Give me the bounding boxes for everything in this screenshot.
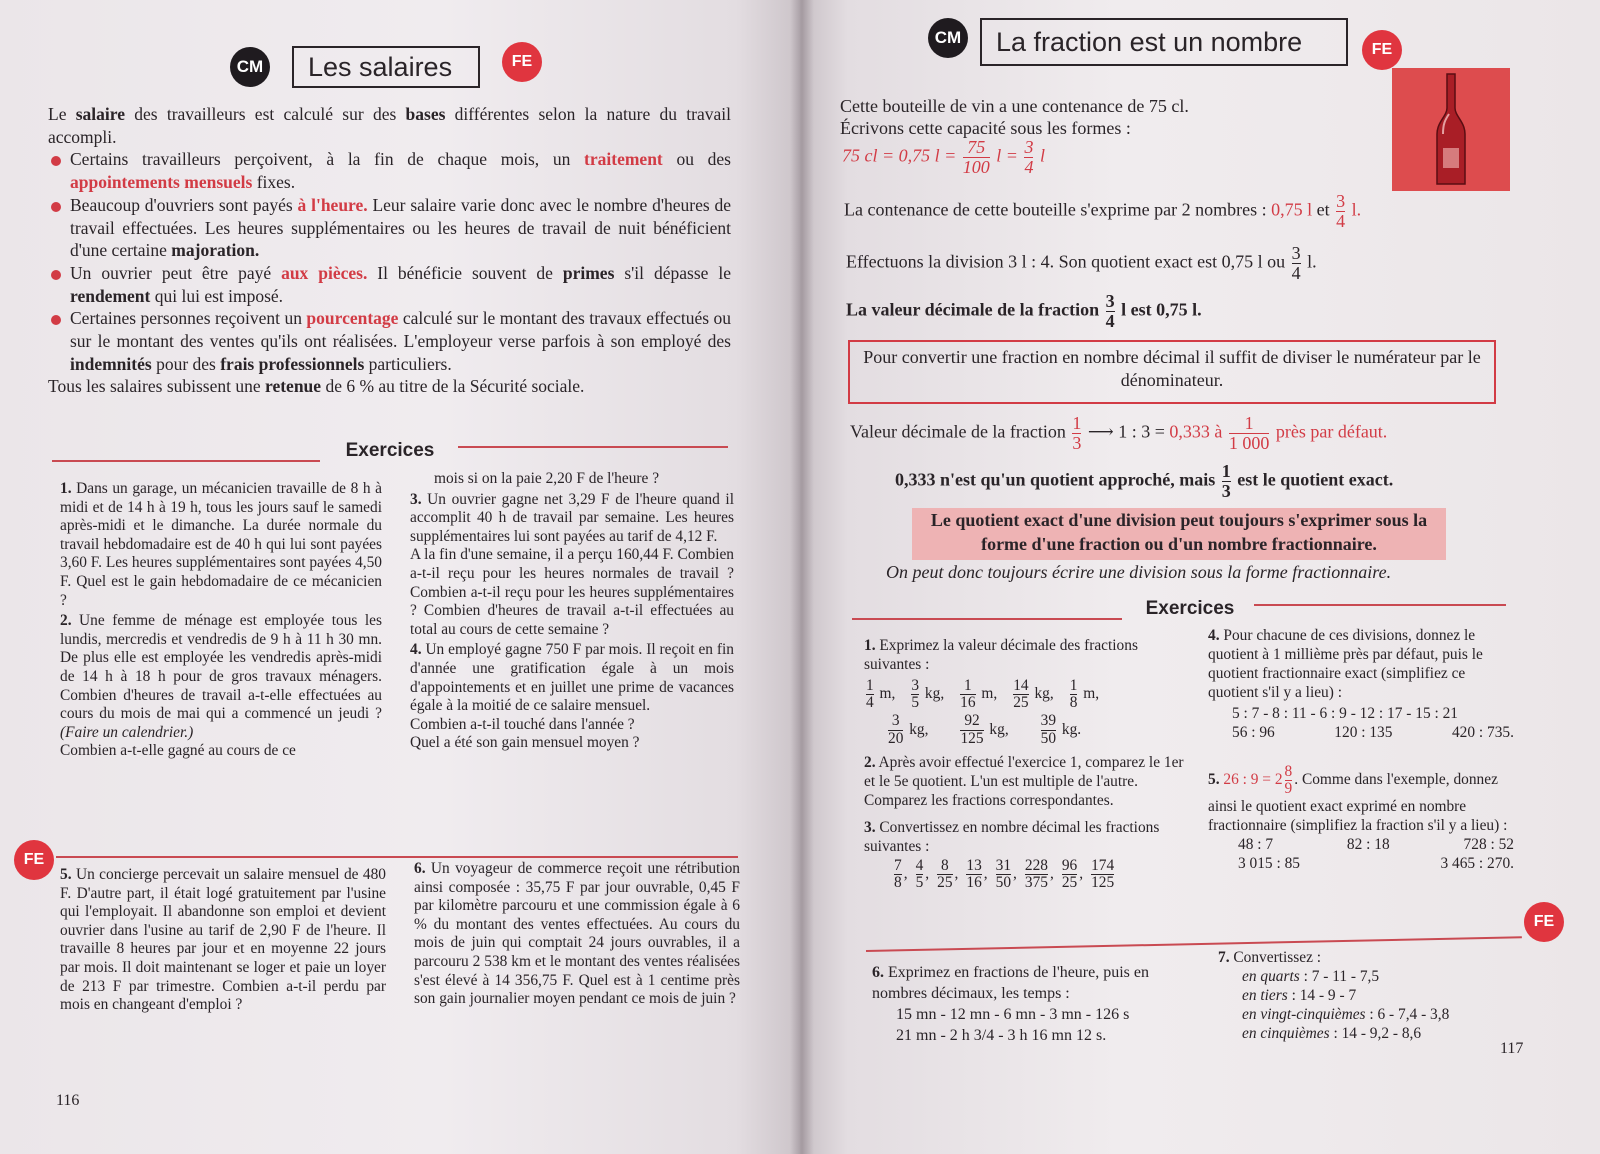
- conversion-unit: en vingt-cinquièmes: [1242, 1006, 1366, 1023]
- fraction: $\frac{228}{375}$ ,: [1024, 856, 1054, 891]
- exercices-rule-left: [852, 618, 1122, 620]
- exercise-column-1: [864, 636, 1184, 891]
- intro-line-1: Cette bouteille de vin a une contenance de 75 cl.: [840, 96, 1189, 116]
- fraction: $\frac{14}{25}$ kg,: [1013, 677, 1054, 712]
- fe-badge: FE: [502, 42, 542, 82]
- exercise-4: 4. Pour chacune de ces divisions, donnez le quotient à 1 millième près par défaut, puis le quotient fractionnaire exact (simplifiez ce quotient s'il y a lieu) :: [1208, 627, 1483, 701]
- one-third-line: Valeur décimale de la fraction $\frac{1}{3}$ ⟶ 1 : 3 = 0,333 à $\frac{1}{1 000}$ près par défaut.: [850, 413, 1388, 453]
- exercise-5: 5. Un concierge percevait un salaire mensuel de 480 F. D'autre part, il était logé gratuitement par l'usine qui l'employait. Il abandonne son emploi et devient ouvrier dans l'usine au tarif de 2,90 F de l'heure. Il travaille 8 heures par jour et en moyenne 22 jours par mois. Il doit maintenant se loger et paie un loyer de 213 F par trimestre. Combien a-t-il perdu par mois en changeant d'emploi ?: [60, 866, 386, 1014]
- page-number: 117: [1500, 1040, 1524, 1057]
- page-title: Les salaires: [292, 46, 480, 88]
- exercise-7-row: [1242, 967, 1508, 986]
- division-line: Effectuons la division 3 l : 4. Son quotient exact est 0,75 l ou $\frac{3}{4}$ l.: [846, 243, 1317, 283]
- fe-badge-bottom: FE: [1524, 902, 1564, 942]
- fraction-conclusion: On peut donc toujours écrire une division sous la forme fractionnaire.: [886, 562, 1392, 582]
- fraction: $\frac{39}{50}$ kg.: [1040, 712, 1082, 747]
- exercices-rule-right: [458, 446, 728, 448]
- exercise-column-3: [872, 962, 1192, 1046]
- exercices-rule-right: [1254, 604, 1506, 606]
- exercise-7-rows: [1218, 967, 1508, 1043]
- fraction: $\frac{3}{5}$ kg,: [911, 677, 945, 712]
- exercise-2-continued: mois si on la paie 2,20 F de l'heure ?: [434, 470, 660, 487]
- page-title: La fraction est un nombre: [980, 18, 1348, 66]
- fraction: $\frac{1}{4}$ m,: [866, 677, 896, 712]
- fe-badge-bottom: FE: [14, 840, 54, 880]
- book-gutter: [790, 0, 814, 1154]
- conversion-unit: en tiers: [1242, 987, 1288, 1004]
- fraction: $\frac{31}{50}$ ,: [995, 856, 1017, 891]
- exercise-4-line-1: 5 : 7 - 8 : 11 - 6 : 9 - 12 : 17 - 15 : 21: [1232, 705, 1458, 722]
- wine-bottle-illustration: [1392, 68, 1510, 191]
- exercise-7: 7. Convertissez :: [1218, 949, 1322, 966]
- exercise-7-row: [1242, 1005, 1508, 1024]
- fraction: $\frac{96}{25}$ ,: [1061, 856, 1084, 891]
- fe-badge: FE: [1362, 30, 1402, 70]
- capacity-equation: 75 cl = 0,75 l = $\frac{75}{100}$ l = $\frac{3}{4}$ l: [842, 137, 1045, 177]
- decimal-value-line: La valeur décimale de la fraction $\frac{3}{4}$ l est 0,75 l.: [846, 291, 1202, 331]
- cm-badge: CM: [928, 18, 968, 58]
- exercise-column-1: [60, 480, 382, 763]
- exercices-rule-left: [52, 460, 320, 462]
- conversion-unit: en cinquièmes: [1242, 1025, 1330, 1042]
- fraction: $\frac{1}{8}$ m,: [1069, 677, 1100, 712]
- exercise-4-line-2: 56 : 96 120 : 135 420 : 735.: [1232, 724, 1514, 741]
- wine-bottle-icon: [1392, 68, 1510, 191]
- exercise-3: 3. Convertissez en nombre décimal les fractions suivantes :: [864, 818, 1160, 855]
- contenance-line: La contenance de cette bouteille s'exprime par 2 nombres : 0,75 l et $\frac{3}{4}$ l.: [844, 191, 1362, 231]
- intro-line-2: Écrivons cette capacité sous les formes :: [840, 118, 1131, 138]
- retenue-paragraph: Tous les salaires subissent une retenue de 6 % au titre de la Sécurité sociale.: [48, 376, 585, 397]
- exercices-heading: Exercices: [345, 440, 435, 461]
- fraction: $\frac{92}{125}$ kg,: [960, 712, 1009, 747]
- exercise-3-fractions: [864, 858, 1184, 891]
- exercise-1: 1. Dans un garage, un mécanicien travaille de 8 h à midi et de 14 h à 19 h, tous les jours sauf le samedi après-midi et le dimanche. La durée normale du travail hebdomadaire est de 40 h qui lui sont payées 3,60 F. Les heures supplémentaires sont payées 4,50 F. Quel est le gain hebdomadaire de ce mécanicien ?: [60, 480, 382, 609]
- conversion-values: : 14 - 9 - 7: [1287, 987, 1357, 1004]
- exercise-column-2: [1208, 626, 1514, 873]
- exact-quotient-box: Le quotient exact d'une division peut toujours s'exprimer sous la forme d'une fraction ou d'un nombre fractionnaire.: [912, 508, 1446, 560]
- fraction: $\frac{4}{5}$ ,: [915, 856, 930, 891]
- exercise-4: 4. Un employé gagne 750 F par mois. Il reçoit en fin d'année une gratification égale à un mois d'appointements et en juillet une prime de vacances égale à la moitié de ce salaire mensuel. Combien a-t-il touché dans l'année ? Quel a été son gain mensuel moyen ?: [410, 641, 734, 752]
- exercise-7-row: [1242, 986, 1508, 1005]
- exercise-column-3: [60, 866, 386, 1017]
- exercise-column-4: [1218, 948, 1508, 1043]
- conversion-unit: en quarts: [1242, 968, 1300, 985]
- exercise-6: 6. Un voyageur de commerce reçoit une rétribution ainsi composée : 35,75 F par jour ouvrable, 0,45 F par kilomètre parcouru et une commission égale à 6 % du montant des ventes effectuées. Au cours du mois de juin qui comptait 24 jours ouvrables, il a parcouru 2 538 km et le montant des ventes réalisées s'est élevé à 14 356,75 F. Quel est à 1 centime près son gain journalier moyen pendant ce mois de juin ?: [414, 860, 740, 1008]
- lesson-text: [48, 103, 731, 398]
- exercise-6-line-2: 21 mn - 2 h 3/4 - 3 h 16 mn 12 s.: [896, 1027, 1107, 1044]
- conversion-values: : 6 - 7,4 - 3,8: [1365, 1006, 1450, 1023]
- exercise-column-4: [414, 860, 740, 1011]
- fraction: $\frac{3}{20}$ kg,: [888, 712, 929, 747]
- cm-badge: CM: [230, 47, 270, 87]
- bullet-traitement: Certains travailleurs perçoivent, à la fin de chaque mois, un traitement ou des appointements mensuels fixes.: [48, 148, 731, 193]
- exercise-6: 6. Exprimez en fractions de l'heure, puis en nombres décimaux, les temps :: [872, 964, 1150, 1002]
- intro-paragraph: Le salaire des travailleurs est calculé sur des bases différentes selon la nature du travail accompli.: [48, 104, 731, 147]
- bullet-heure: Beaucoup d'ouvriers sont payés à l'heure. Leur salaire varie donc avec le nombre d'heures de travail effectuées. Les heures supplémentaires ou les heures de travail de nuit bénéficient d'une certaine majoration.: [48, 194, 731, 262]
- exercise-3: 3. Un ouvrier gagne net 3,29 F de l'heure quand il accomplit 40 h de travail par semaine. Les heures supplémentaires lui sont payées au tarif de 4,12 F. A la fin d'une semaine, il a perçu 160,44 F. Combien a-t-il reçu pour les heures normales de travail ? Combien a-t-il reçu pour les heures supplémentaires ? Combien d'heures de travail a-t-il effectuées au total au cours de cette semaine ?: [410, 490, 734, 638]
- section-divider: [56, 856, 738, 858]
- exercise-6-line-1: 15 mn - 12 mn - 6 mn - 3 mn - 126 s: [896, 1006, 1130, 1023]
- fraction: $\frac{1}{16}$ m,: [960, 677, 998, 712]
- bullet-pourcentage: Certaines personnes reçoivent un pourcentage calculé sur le montant des travaux effectués ou sur le montant des ventes qu'ils ont réalisées. L'employeur verse parfois à son employé des indemnités pour des frais professionnels particuliers.: [48, 307, 731, 375]
- fraction: $\frac{13}{16}$ ,: [966, 856, 988, 891]
- conversion-values: : 7 - 11 - 7,5: [1299, 968, 1380, 985]
- page-number: 116: [56, 1092, 80, 1109]
- fraction: $\frac{8}{25}$ ,: [937, 856, 959, 891]
- exercise-1-fractions-row-2: [864, 713, 1184, 746]
- exercise-2: 2. Une femme de ménage est employée tous les lundis, mercredis et vendredis de 9 h à 11 h 30 mn. De plus elle est employée les vendredis après-midi de 14 h à 18 h pour de gros travaux ménagers. Combien d'heures de travail a-t-elle effectuées au cours du mois de mai qui a commencé un jeudi ? (Faire un calendrier.) Combien a-t-elle gagné au cours de ce: [60, 612, 382, 760]
- fraction: $\frac{7}{8}$ ,: [894, 856, 908, 891]
- rule-box: Pour convertir une fraction en nombre décimal il suffit de diviser le numérateur par le dénominateur.: [848, 340, 1496, 404]
- bullet-pieces: Un ouvrier peut être payé aux pièces. Il bénéficie souvent de primes s'il dépasse le rendement qui lui est imposé.: [48, 262, 731, 307]
- exercise-1: 1. Exprimez la valeur décimale des fractions suivantes :: [864, 637, 1138, 673]
- exercise-5: 5. 26 : 9 = 2 $\frac{8}{9}$ . Comme dans l'exemple, donnez ainsi le quotient exact exprimé en nombre fractionnaire (simplifiez la fraction s'il y a lieu) :: [1208, 763, 1508, 835]
- exercise-column-2: [410, 470, 734, 755]
- exercise-7-row: [1242, 1024, 1508, 1043]
- exercise-5-line-2: 3 015 : 85 3 465 : 270.: [1238, 855, 1514, 873]
- fraction: $\frac{174}{125}$: [1091, 856, 1115, 891]
- approx-quotient-line: 0,333 n'est qu'un quotient approché, mais $\frac{1}{3}$ est le quotient exact.: [895, 461, 1394, 501]
- exercise-2: 2. Après avoir effectué l'exercice 1, comparez le 1er et le 5e quotient. L'un est multiple de l'autre. Comparez les fractions correspondantes.: [864, 753, 1184, 809]
- exercise-1-fractions-row-1: [864, 678, 1184, 711]
- exercise-5-line-1: 48 : 7 82 : 18 728 : 52: [1238, 836, 1514, 854]
- exercices-heading: Exercices: [1145, 598, 1235, 619]
- conversion-values: : 14 - 9,2 - 8,6: [1329, 1025, 1422, 1042]
